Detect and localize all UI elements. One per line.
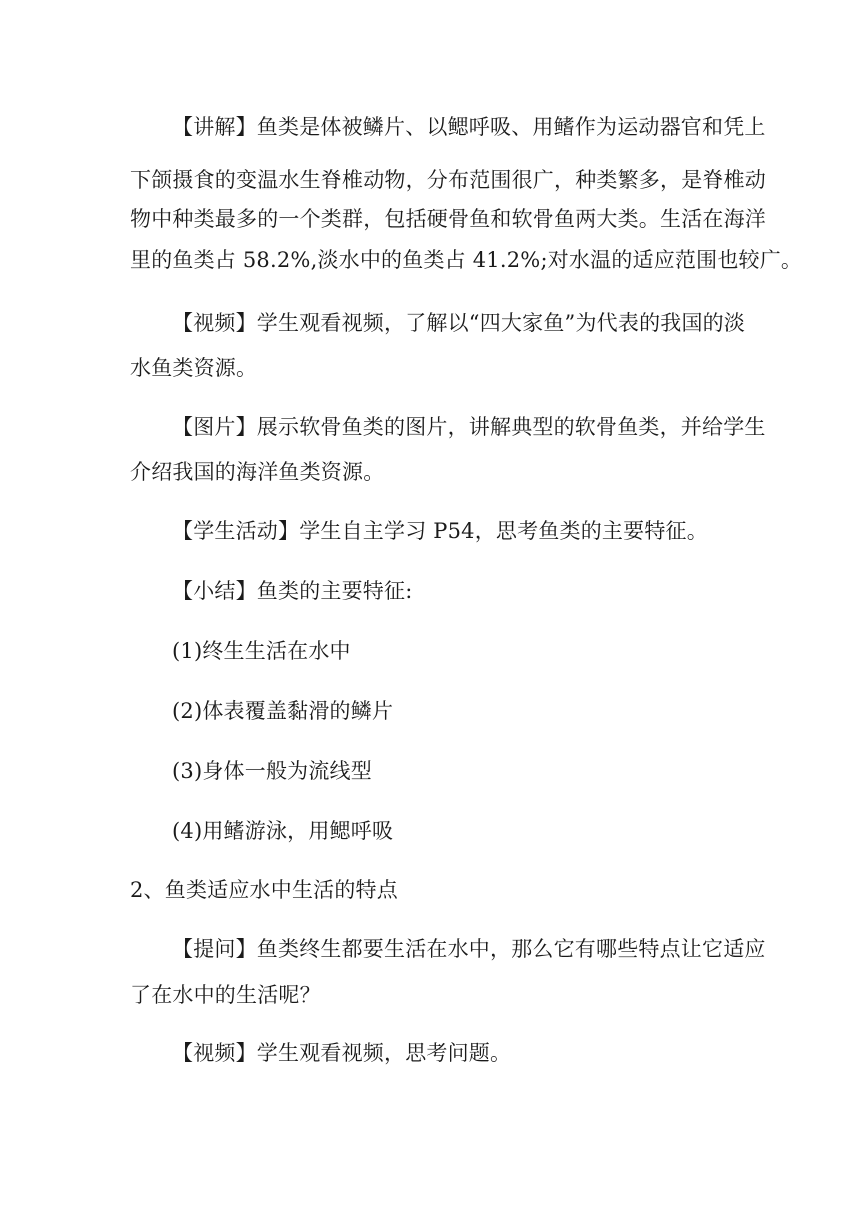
paragraph-explanation-line-2: 下颌摄食的变温水生脊椎动物，分布范围很广，种类繁多，是脊椎动 xyxy=(130,168,766,192)
paragraph-video-line-2: 水鱼类资源。 xyxy=(130,356,258,380)
paragraph-question-line-2: 了在水中的生活呢？ xyxy=(130,983,321,1007)
feature-item-3: (3)身体一般为流线型 xyxy=(172,759,372,783)
paragraph-student-activity: 【学生活动】学生自主学习 P54，思考鱼类的主要特征。 xyxy=(172,519,708,543)
paragraph-picture-line-1: 【图片】展示软骨鱼类的图片，讲解典型的软骨鱼类，并给学生 xyxy=(172,415,766,439)
paragraph-picture-line-2: 介绍我国的海洋鱼类资源。 xyxy=(130,460,385,484)
paragraph-video-question: 【视频】学生观看视频，思考问题。 xyxy=(172,1041,512,1065)
feature-item-4: (4)用鳍游泳，用鳃呼吸 xyxy=(172,819,394,843)
paragraph-video-line-1: 【视频】学生观看视频，了解以“四大家鱼”为代表的我国的淡 xyxy=(172,311,746,335)
section-heading: 2、鱼类适应水中生活的特点 xyxy=(130,878,398,902)
paragraph-explanation-line-3: 物中种类最多的一个类群，包括硬骨鱼和软骨鱼两大类。生活在海洋 xyxy=(130,207,766,231)
feature-item-2: (2)体表覆盖黏滑的鳞片 xyxy=(172,699,394,723)
paragraph-question-line-1: 【提问】鱼类终生都要生活在水中，那么它有哪些特点让它适应 xyxy=(172,937,766,961)
paragraph-explanation-line-4: 里的鱼类占 58.2%,淡水中的鱼类占 41.2%;对水温的适应范围也较广。 xyxy=(130,248,803,272)
feature-item-1: (1)终生生活在水中 xyxy=(172,639,351,663)
paragraph-explanation-line-1: 【讲解】鱼类是体被鳞片、以鳃呼吸、用鳍作为运动器官和凭上 xyxy=(172,115,766,139)
paragraph-summary: 【小结】鱼类的主要特征: xyxy=(172,579,413,603)
